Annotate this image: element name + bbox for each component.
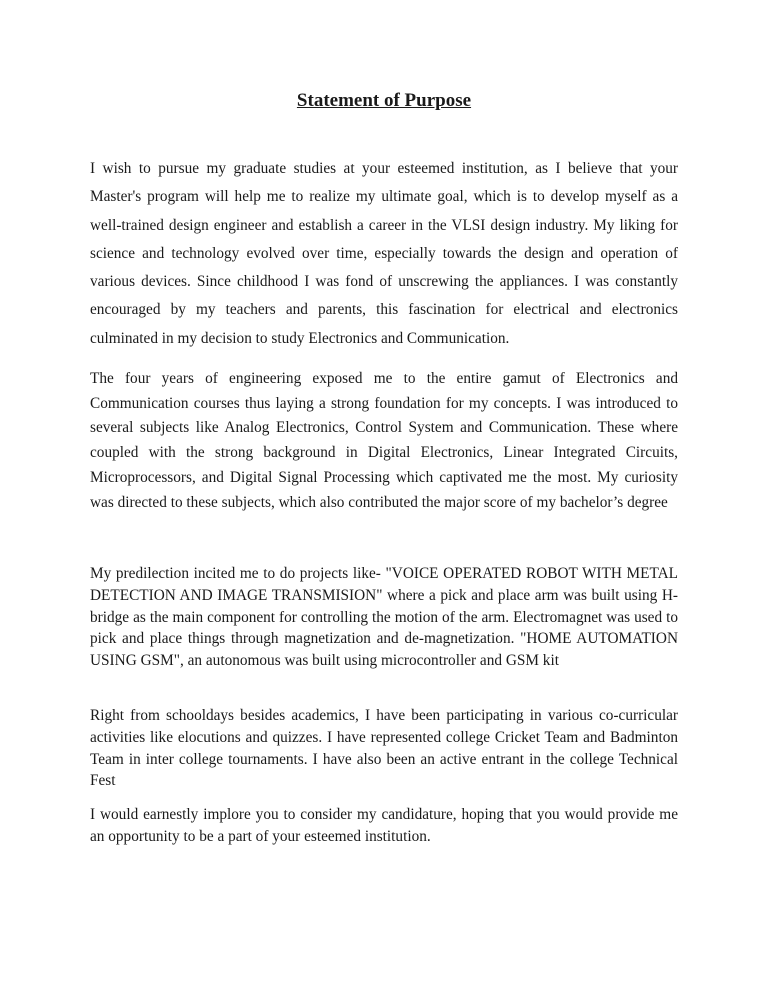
paragraph-projects: My predilection incited me to do projects like- "VOICE OPERATED ROBOT WITH METAL DETECTION AND IMAGE TRANSMISION" where a pick and place arm was built using H-bridge as the main component for controlling the motion of the arm. Electromagnet was used to pick and place things through magnetization and de-magnetization. "HOME AUTOMATION USING GSM", an autonomous was built using microcontroller and GSM kit — [90, 565, 678, 670]
document-title: Statement of Purpose — [296, 90, 472, 111]
paragraph-engineering: The four years of engineering exposed me to the entire gamut of Electronics and Communication courses thus laying a strong foundation for my concepts. I was introduced to several subjects like Analog Electronics, Control System and Communication. These where coupled with the strong background in Digital Electronics, Linear Integrated Circuits, Microprocessors, and Digital Signal Processing which captivated me the most. My curiosity was directed to these subjects, which also contributed the major score of my bachelor’s degree — [90, 370, 678, 511]
paragraph-activities: Right from schooldays besides academics, I have been participating in various co-curricular activities like elocutions and quizzes. I have represented college Cricket Team and Badminton Team in inter college tournaments. I have also been an active entrant in the college Technical Fest — [90, 707, 678, 790]
paragraph-intro: I wish to pursue my graduate studies at your esteemed institution, as I believe that your Master's program will help me to realize my ultimate goal, which is to develop myself as a well-trained design engineer and establish a career in the VLSI design industry. My liking for science and technology evolved over time, especially towards the design and operation of various devices. Since childhood I was fond of unscrewing the appliances. I was constantly encouraged by my teachers and parents, this fascination for electrical and electronics culminated in my decision to study Electronics and Communication. — [90, 160, 678, 347]
paragraph-closing: I would earnestly implore you to consider my candidature, hoping that you would provide me an opportunity to be a part of your esteemed institution. — [90, 806, 678, 845]
